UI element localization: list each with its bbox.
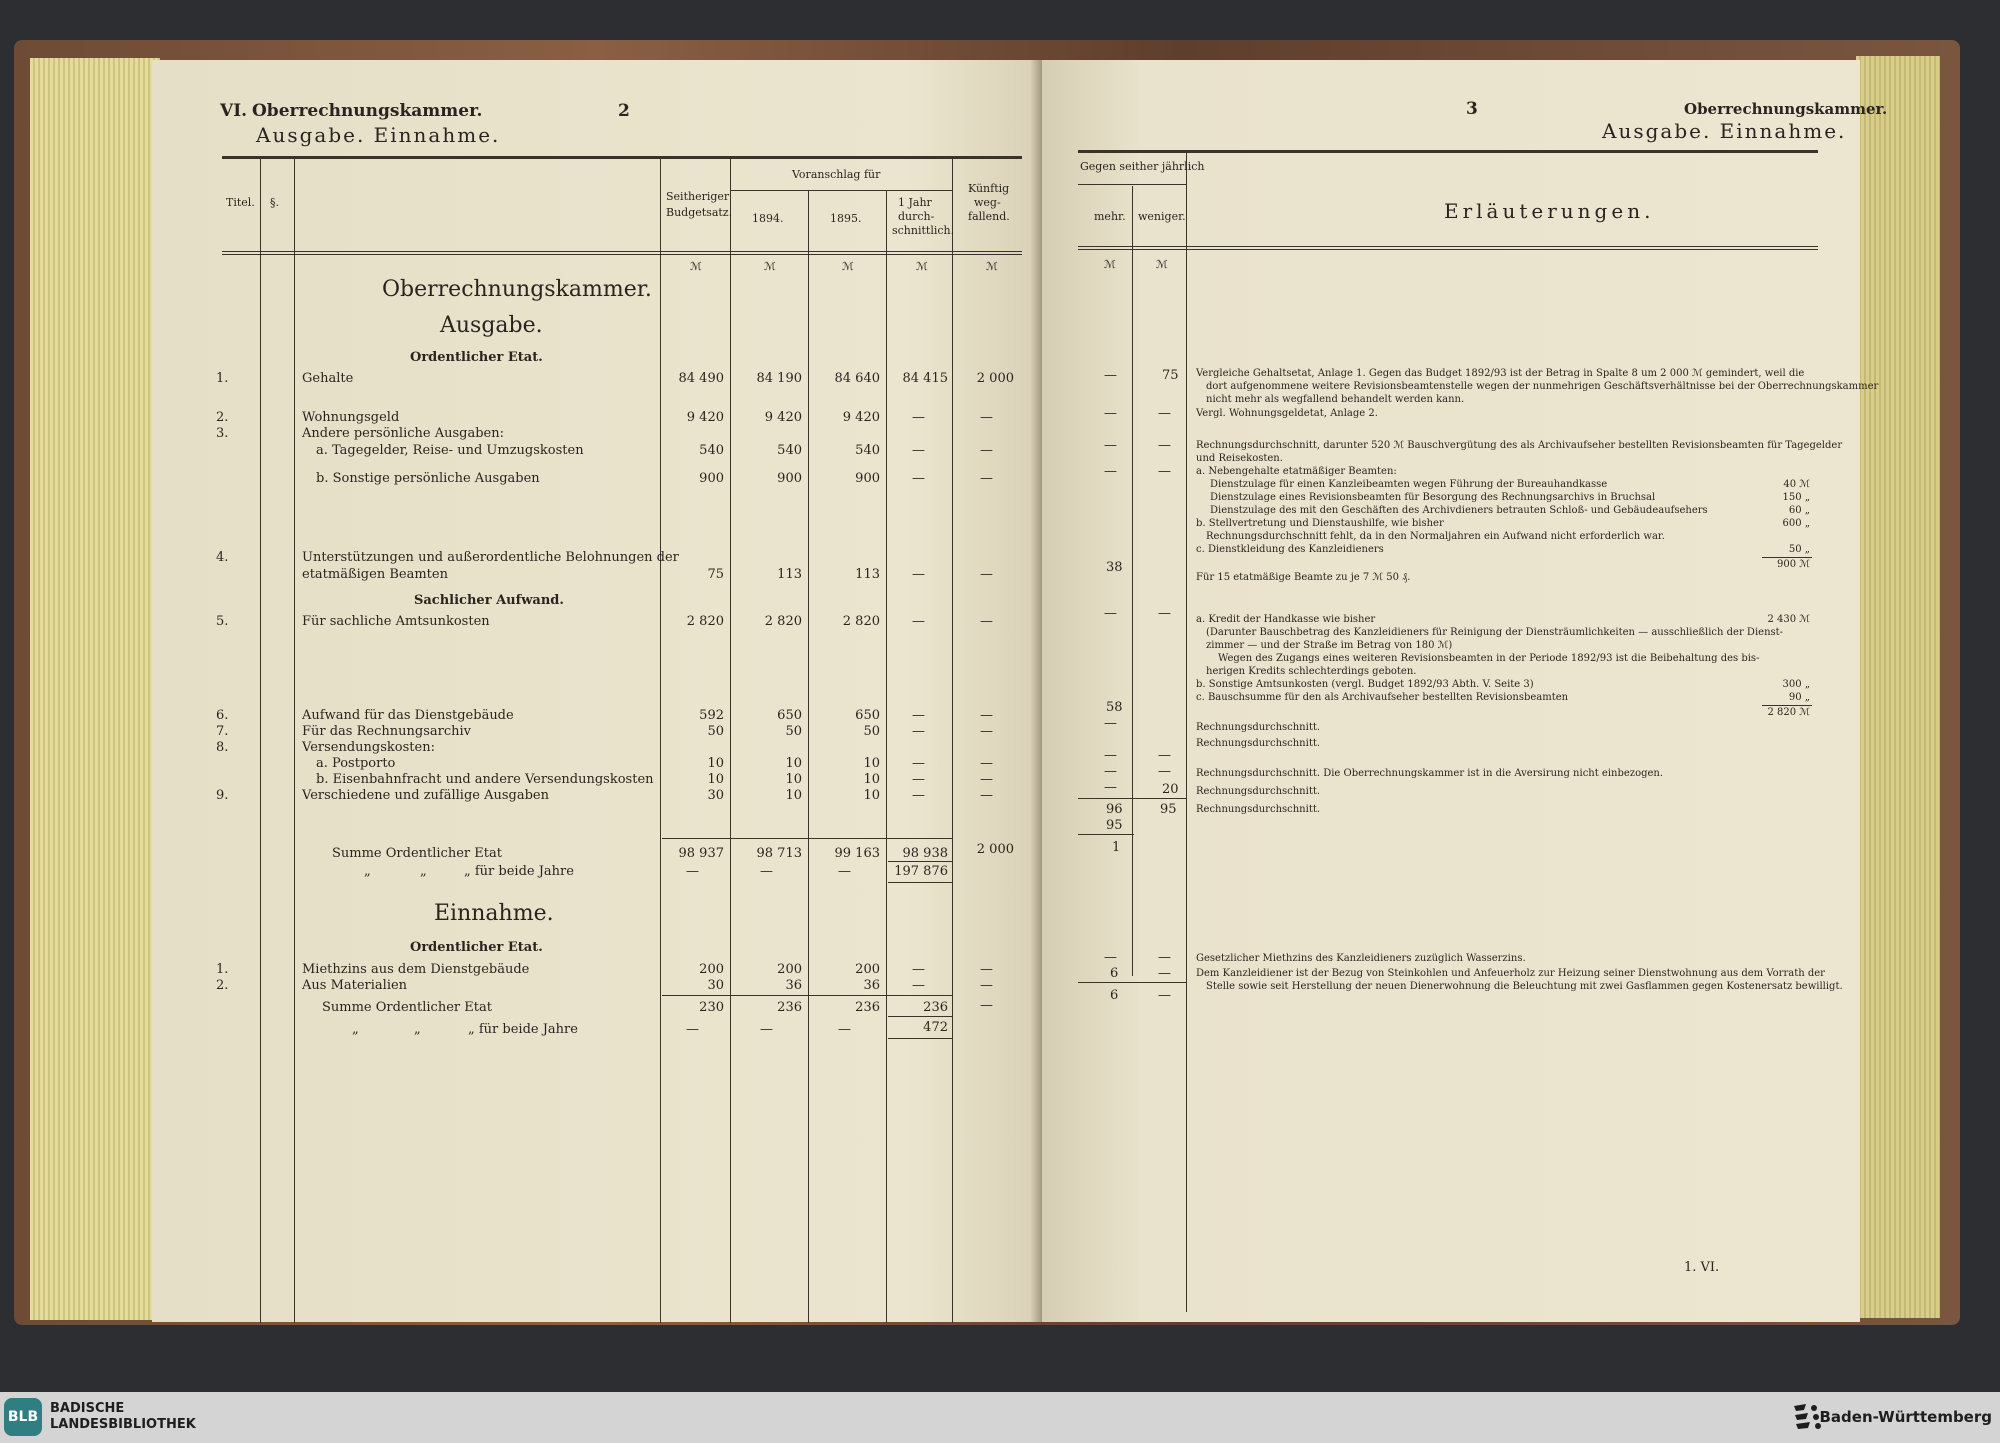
- sum2-v4: 197 876: [894, 864, 948, 879]
- erow1-v5: —: [980, 962, 993, 977]
- col-1894: 1894.: [752, 212, 784, 225]
- note-6-sum-rule: [1762, 705, 1812, 706]
- right-page-number: 3: [1466, 99, 1478, 119]
- row2-label: Wohnungsgeld: [302, 410, 400, 425]
- col-titel: Titel.: [226, 196, 255, 209]
- erow2-v4: —: [912, 978, 925, 993]
- erow2-v5: —: [980, 978, 993, 993]
- col-gegen: Gegen seither jährlich: [1080, 160, 1205, 173]
- sum-v5: 2 000: [976, 842, 1014, 857]
- header-rule: [222, 251, 1022, 252]
- row8b-v1: 10: [707, 772, 724, 787]
- row5-v1: 2 820: [686, 614, 724, 629]
- header-rule-2: [222, 254, 1022, 255]
- unit-1895: ℳ: [842, 260, 854, 273]
- row2-no: 2.: [216, 410, 229, 425]
- row9-v5: —: [980, 788, 993, 803]
- esum-rule: [662, 995, 952, 996]
- esum2-rule: [888, 1016, 952, 1017]
- esum2-v2: —: [760, 1022, 773, 1037]
- r3a-mehr: —: [1104, 438, 1117, 453]
- row6-v5: —: [980, 708, 993, 723]
- unit-jahr: ℳ: [916, 260, 928, 273]
- esum-v2: 236: [777, 1000, 802, 1015]
- note-6h-value: 2 820 ℳ: [1767, 707, 1810, 718]
- note-3b: und Reisekosten.: [1196, 453, 1283, 464]
- row4-v4: —: [912, 567, 925, 582]
- unit-budget: ℳ: [690, 260, 702, 273]
- sum2-v3: —: [838, 864, 851, 879]
- col-line-titel: [260, 158, 261, 1323]
- section-number: VI.: [220, 101, 248, 121]
- sum2-rule-bottom: [888, 882, 952, 883]
- row8a-v5: —: [980, 756, 993, 771]
- sum2-rule: [888, 861, 952, 862]
- note-4d: Dienstzulage des mit den Geschäften des Archivdieners betrauten Schloß- und Gebäudeaufsehers: [1210, 505, 1708, 516]
- row4-v1: 75: [707, 567, 724, 582]
- left-page: [152, 60, 1042, 1322]
- page-edges-right: [1856, 56, 1940, 1318]
- note-4b: Dienstzulage für einen Kanzleibeamten wegen Führung der Bureauhandkasse: [1210, 479, 1608, 490]
- row3b-v3: 900: [855, 471, 880, 486]
- col-budget-1: Seitheriger: [666, 190, 730, 203]
- row7-no: 7.: [216, 724, 229, 739]
- row7-v5: —: [980, 724, 993, 739]
- r4-mehr: 38: [1106, 560, 1123, 575]
- row1-v4: 84 415: [902, 371, 948, 386]
- r5-weniger: —: [1158, 606, 1171, 621]
- note-1a: Vergleiche Gehaltsetat, Anlage 1. Gegen das Budget 1892/93 ist der Betrag in Spalte 8 um 2 000 ℳ gemindert, weil die: [1196, 368, 1805, 379]
- col-line-jahr: [952, 158, 953, 1323]
- note-11: Rechnungsdurchschnitt.: [1196, 804, 1321, 815]
- unit-kw: ℳ: [986, 260, 998, 273]
- col-1895: 1895.: [830, 212, 862, 225]
- sum-v3: 99 163: [834, 846, 880, 861]
- main-heading: Oberrechnungskammer.: [382, 277, 652, 302]
- erow2-no: 2.: [216, 978, 229, 993]
- r3b-mehr: —: [1104, 464, 1117, 479]
- note-1b: dort aufgenommene weitere Revisionsbeamtenstelle wegen der nunmehrigen Geschäftsverhältnisse bei der Oberrechnungskammer: [1206, 381, 1879, 392]
- note-9: Rechnungsdurchschnitt. Die Oberrechnungskammer ist in die Aversirung nicht einbezogen.: [1196, 768, 1664, 779]
- esum-v1: 230: [699, 1000, 724, 1015]
- row3-no: 3.: [216, 426, 229, 441]
- e1-weniger: —: [1158, 950, 1171, 965]
- note-4g: c. Dienstkleidung des Kanzleidieners: [1196, 544, 1384, 555]
- note-4a: a. Nebengehalte etatmäßiger Beamten:: [1196, 466, 1397, 477]
- sum2-quote-1: „: [364, 864, 371, 879]
- note-6c: zimmer — und der Straße im Betrag von 180 ℳ): [1206, 640, 1453, 651]
- col-line-label: [660, 158, 661, 1323]
- row3b-v1: 900: [699, 471, 724, 486]
- e2-weniger: —: [1158, 966, 1171, 981]
- row9-v2: 10: [785, 788, 802, 803]
- note-6b: (Darunter Bauschbetrag des Kanzleidieners für Reinigung der Diensträumlichkeiten — ausschließlich der Dienst-: [1206, 627, 1784, 638]
- right-page-title: Oberrechnungskammer.: [1684, 100, 1888, 118]
- sachlich-heading: Sachlicher Aufwand.: [414, 593, 564, 608]
- row8-no: 8.: [216, 740, 229, 755]
- col-jahr-2: durch-: [898, 210, 935, 223]
- note-6d: Wegen des Zugangs eines weiteren Revisionsbeamten in der Periode 1892/93 ist die Beibehaltung des bis-: [1218, 653, 1760, 664]
- row9-v3: 10: [863, 788, 880, 803]
- row2-v2: 9 420: [764, 410, 802, 425]
- note-8: Rechnungsdurchschnitt.: [1196, 738, 1321, 749]
- esum2-v4: 472: [923, 1020, 948, 1035]
- row3a-v4: —: [912, 443, 925, 458]
- unit-1894: ℳ: [764, 260, 776, 273]
- col-line-1894: [808, 190, 809, 1323]
- row3a-v1: 540: [699, 443, 724, 458]
- col-kw-3: fallend.: [968, 210, 1010, 223]
- note-6a: a. Kredit der Handkasse wie bisher: [1196, 614, 1376, 625]
- col-kw-1: Künftig: [968, 182, 1010, 195]
- row3b-v4: —: [912, 471, 925, 486]
- col-jahr-3: schnittlich.: [892, 224, 955, 237]
- sum-diff: 95: [1106, 818, 1123, 833]
- blb-logo-line-1: BADISCHE: [50, 1401, 125, 1416]
- row1-v3: 84 640: [834, 371, 880, 386]
- note-3a: Rechnungsdurchschnitt, darunter 520 ℳ Bauschvergütung des als Archivaufseher bestellten Revisionsbeamten für Tagegelder: [1196, 440, 1843, 451]
- row8b-v5: —: [980, 772, 993, 787]
- row9-v1: 30: [707, 788, 724, 803]
- note-4e: b. Stellvertretung und Dienstaushilfe, wie bisher: [1196, 518, 1444, 529]
- row6-v1: 592: [699, 708, 724, 723]
- r8b-weniger: —: [1158, 764, 1171, 779]
- erow1-no: 1.: [216, 962, 229, 977]
- row6-no: 6.: [216, 708, 229, 723]
- right-gegen-rule: [1078, 184, 1186, 185]
- col-erlaeuterungen: Erläuterungen.: [1444, 199, 1655, 223]
- row2-v1: 9 420: [686, 410, 724, 425]
- r5-mehr: —: [1104, 606, 1117, 621]
- sum-v1: 98 937: [678, 846, 724, 861]
- erow2-label: Aus Materialien: [302, 978, 408, 993]
- footer-reference: 1. VI.: [1684, 1260, 1720, 1275]
- e1-mehr: —: [1104, 950, 1117, 965]
- note-1c: nicht mehr als wegfallend behandelt werden kann.: [1206, 394, 1465, 405]
- note-e1: Gesetzlicher Miethzins des Kanzleidieners zuzüglich Wasserzins.: [1196, 953, 1526, 964]
- note-4e-value: 600 „: [1782, 518, 1810, 529]
- row5-v5: —: [980, 614, 993, 629]
- row5-v3: 2 820: [842, 614, 880, 629]
- r9-mehr: —: [1104, 780, 1117, 795]
- row8b-v3: 10: [863, 772, 880, 787]
- footer-bar: [0, 1392, 2000, 1443]
- right-col-line-weniger: [1186, 152, 1187, 1312]
- unit-weniger: ℳ: [1156, 258, 1168, 271]
- col-weniger: weniger.: [1138, 210, 1186, 223]
- ein-ord-heading: Ordentlicher Etat.: [410, 940, 543, 955]
- row9-no: 9.: [216, 788, 229, 803]
- unit-mehr: ℳ: [1104, 258, 1116, 271]
- row4-label-1: Unterstützungen und außerordentliche Belohnungen der: [302, 550, 679, 565]
- row1-v5: 2 000: [976, 371, 1014, 386]
- esum2-quote-1: „: [352, 1022, 359, 1037]
- esum-v5: —: [980, 998, 993, 1013]
- erow2-v1: 30: [707, 978, 724, 993]
- col-line-budget: [730, 158, 731, 1323]
- right-header-rule-2: [1078, 249, 1818, 250]
- sum2-label: „ für beide Jahre: [464, 864, 574, 879]
- right-page-subtitle: Ausgabe. Einnahme.: [1602, 119, 1847, 143]
- row8b-label: b. Eisenbahnfracht und andere Versendungskosten: [316, 772, 654, 787]
- note-4g-value: 50 „: [1788, 544, 1810, 555]
- right-esum-rule: [1078, 982, 1186, 983]
- erow1-v2: 200: [777, 962, 802, 977]
- esum-v3: 236: [855, 1000, 880, 1015]
- note-6e: herigen Kredits schlechterdings geboten.: [1206, 666, 1417, 677]
- row8a-v4: —: [912, 756, 925, 771]
- voranschlag-rule: [730, 190, 952, 191]
- esum-weniger: —: [1158, 988, 1171, 1003]
- sum-rule: [662, 838, 952, 839]
- note-6f-value: 300 „: [1782, 679, 1810, 690]
- row3a-v2: 540: [777, 443, 802, 458]
- row4-v5: —: [980, 567, 993, 582]
- row8a-label: a. Postporto: [316, 756, 396, 771]
- row1-v1: 84 490: [678, 371, 724, 386]
- note-4c: Dienstzulage eines Revisionsbeamten für Besorgung des Rechnungsarchivs in Bruchsal: [1210, 492, 1656, 503]
- r3b-weniger: —: [1158, 464, 1171, 479]
- note-2: Vergl. Wohnungsgeldetat, Anlage 2.: [1196, 408, 1378, 419]
- row8b-v2: 10: [785, 772, 802, 787]
- row3b-v5: —: [980, 471, 993, 486]
- col-jahr-1: 1 Jahr: [898, 196, 932, 209]
- esum-v4: 236: [923, 1000, 948, 1015]
- sum-v4: 98 938: [902, 846, 948, 861]
- row3b-v2: 900: [777, 471, 802, 486]
- erow1-v1: 200: [699, 962, 724, 977]
- note-4f: Rechnungsdurchschnitt fehlt, da in den Normaljahren ein Aufwand nicht erforderlich war.: [1206, 531, 1665, 542]
- r3a-weniger: —: [1158, 438, 1171, 453]
- erow2-v3: 36: [863, 978, 880, 993]
- row5-no: 5.: [216, 614, 229, 629]
- note-e2a: Dem Kanzleidiener ist der Bezug von Steinkohlen und Anfeuerholz zur Heizung seiner Dienstwohnung aus dem Vorrath der: [1196, 968, 1825, 979]
- erow2-v2: 36: [785, 978, 802, 993]
- row8a-v2: 10: [785, 756, 802, 771]
- col-line-1895: [886, 190, 887, 1323]
- row5-label: Für sachliche Amtsunkosten: [302, 614, 490, 629]
- r8a-weniger: —: [1158, 748, 1171, 763]
- row6-v4: —: [912, 708, 925, 723]
- sum-v2: 98 713: [756, 846, 802, 861]
- r1-mehr: —: [1104, 368, 1117, 383]
- row3a-label: a. Tagegelder, Reise- und Umzugskosten: [316, 443, 584, 458]
- row2-v3: 9 420: [842, 410, 880, 425]
- baden-wuerttemberg-label[interactable]: Baden-Württemberg: [1819, 1408, 1992, 1426]
- erow1-label: Miethzins aus dem Dienstgebäude: [302, 962, 530, 977]
- r2-mehr: —: [1104, 406, 1117, 421]
- section-title: Oberrechnungskammer.: [252, 101, 483, 121]
- row3a-v5: —: [980, 443, 993, 458]
- page-number: 2: [618, 101, 630, 121]
- note-5: Für 15 etatmäßige Beamte zu je 7 ℳ 50 ₰.: [1196, 572, 1411, 583]
- sum2-v1: —: [686, 864, 699, 879]
- note-4b-value: 40 ℳ: [1783, 479, 1810, 490]
- row8a-v1: 10: [707, 756, 724, 771]
- erow1-v3: 200: [855, 962, 880, 977]
- col-mehr: mehr.: [1094, 210, 1126, 223]
- esum-mehr: 6: [1110, 988, 1119, 1003]
- r1-weniger: 75: [1162, 368, 1179, 383]
- row2-v5: —: [980, 410, 993, 425]
- sum2-quote-2: „: [420, 864, 427, 879]
- page-edges-left: [30, 58, 160, 1320]
- note-4d-value: 60 „: [1788, 505, 1810, 516]
- r6-mehr: 58: [1106, 700, 1123, 715]
- right-sum-rule: [1078, 798, 1186, 799]
- row8b-v4: —: [912, 772, 925, 787]
- row7-v4: —: [912, 724, 925, 739]
- row3b-label: b. Sonstige persönliche Ausgaben: [316, 471, 540, 486]
- row6-v3: 650: [855, 708, 880, 723]
- right-sum-rule-2: [1078, 834, 1134, 835]
- blb-logo-icon[interactable]: BLB: [4, 1398, 42, 1436]
- col-para: §.: [270, 196, 279, 209]
- row5-v4: —: [912, 614, 925, 629]
- blb-logo-text[interactable]: [50, 1401, 196, 1433]
- note-6f: b. Sonstige Amtsunkosten (vergl. Budget 1892/93 Abth. V. Seite 3): [1196, 679, 1534, 690]
- note-7: Rechnungsdurchschnitt.: [1196, 722, 1321, 733]
- row6-label: Aufwand für das Dienstgebäude: [302, 708, 514, 723]
- esum2-v1: —: [686, 1022, 699, 1037]
- esum2-rule-bottom: [888, 1038, 952, 1039]
- row6-v2: 650: [777, 708, 802, 723]
- col-line-para: [294, 158, 295, 1323]
- note-6g-value: 90 „: [1788, 692, 1810, 703]
- sum2-v2: —: [760, 864, 773, 879]
- r8b-mehr: —: [1104, 764, 1117, 779]
- row1-v2: 84 190: [756, 371, 802, 386]
- r7-mehr: —: [1104, 716, 1117, 731]
- esum2-label: „ für beide Jahre: [468, 1022, 578, 1037]
- r2-weniger: —: [1158, 406, 1171, 421]
- row5-v2: 2 820: [764, 614, 802, 629]
- esum2-quote-2: „: [414, 1022, 421, 1037]
- sum-weniger: 95: [1160, 802, 1177, 817]
- top-rule: [222, 156, 1022, 159]
- row9-v4: —: [912, 788, 925, 803]
- row4-label-2: etatmäßigen Beamten: [302, 567, 448, 582]
- right-col-line-mehr: [1132, 186, 1133, 976]
- right-top-rule: [1078, 150, 1818, 153]
- row4-no: 4.: [216, 550, 229, 565]
- page-subtitle: Ausgabe. Einnahme.: [256, 123, 501, 147]
- note-6g: c. Bauschsumme für den als Archivaufseher bestellten Revisionsbeamten: [1196, 692, 1569, 703]
- row4-v3: 113: [855, 567, 880, 582]
- col-budget-2: Budgetsatz.: [666, 206, 733, 219]
- row3-label: Andere persönliche Ausgaben:: [302, 426, 504, 441]
- esum-label: Summe Ordentlicher Etat: [322, 1000, 492, 1015]
- sum-diff-net: 1: [1112, 840, 1121, 855]
- esum2-v3: —: [838, 1022, 851, 1037]
- row7-v2: 50: [785, 724, 802, 739]
- note-10: Rechnungsdurchschnitt.: [1196, 786, 1321, 797]
- row4-v2: 113: [777, 567, 802, 582]
- row7-v1: 50: [707, 724, 724, 739]
- erow1-v4: —: [912, 962, 925, 977]
- sum-label: Summe Ordentlicher Etat: [332, 846, 502, 861]
- r9-weniger: 20: [1162, 782, 1179, 797]
- row8a-v3: 10: [863, 756, 880, 771]
- col-kw-2: weg-: [974, 196, 1001, 209]
- note-6a-value: 2 430 ℳ: [1767, 614, 1810, 625]
- row3a-v3: 540: [855, 443, 880, 458]
- row9-label: Verschiedene und zufällige Ausgaben: [302, 788, 549, 803]
- row7-v3: 50: [863, 724, 880, 739]
- row8-label: Versendungskosten:: [302, 740, 435, 755]
- note-4h-value: 900 ℳ: [1777, 559, 1810, 570]
- row7-label: Für das Rechnungsarchiv: [302, 724, 471, 739]
- ausgabe-heading: Ausgabe.: [440, 313, 543, 338]
- right-page: [1042, 60, 1888, 1322]
- einnahme-heading: Einnahme.: [434, 901, 554, 926]
- col-voranschlag: Voranschlag für: [792, 168, 881, 181]
- r8a-mehr: —: [1104, 748, 1117, 763]
- row1-no: 1.: [216, 371, 229, 386]
- right-header-rule: [1078, 246, 1818, 247]
- e2-mehr: 6: [1110, 966, 1119, 981]
- sum-mehr: 96: [1106, 802, 1123, 817]
- row1-label: Gehalte: [302, 371, 354, 386]
- ord-etat-heading: Ordentlicher Etat.: [410, 350, 543, 365]
- note-e2b: Stelle sowie seit Herstellung der neuen Dienerwohnung die Beleuchtung mit zwei Gasflammen gegen Kostenersatz bewilligt.: [1206, 981, 1843, 992]
- blb-logo-line-2: LANDESBIBLIOTHEK: [50, 1417, 196, 1432]
- note-4c-value: 150 „: [1782, 492, 1810, 503]
- note-4-sum-rule: [1762, 557, 1812, 558]
- row2-v4: —: [912, 410, 925, 425]
